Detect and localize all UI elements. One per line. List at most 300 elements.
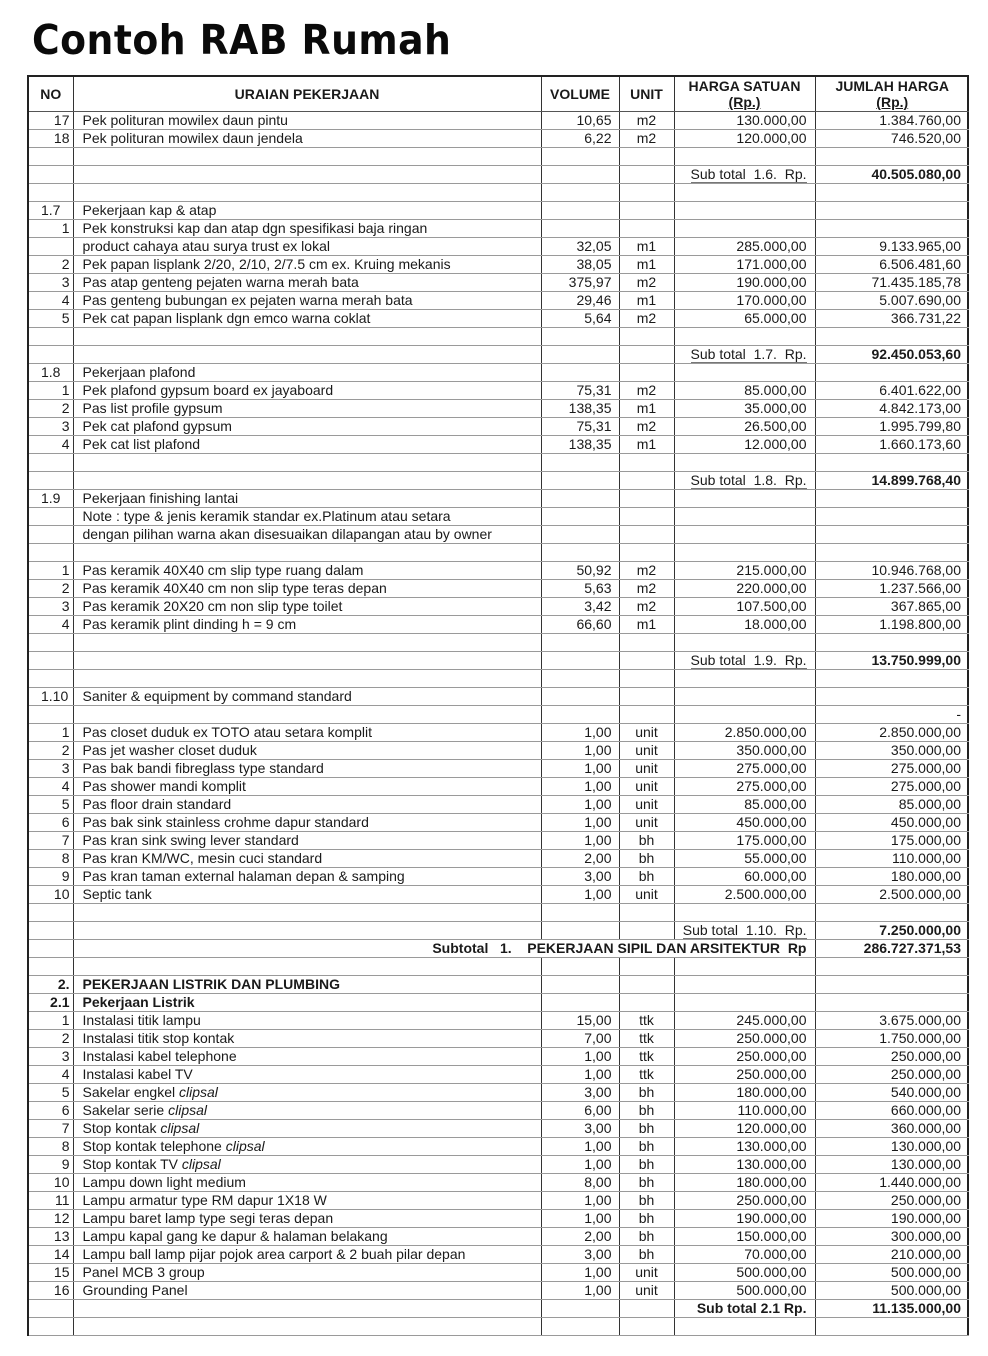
- subtotal-row: [29, 1300, 969, 1318]
- item-description-text: Pas kran taman external halaman depan & samping: [82, 868, 405, 884]
- empty-cell: [541, 148, 619, 166]
- item-volume: 138,35: [541, 400, 619, 418]
- item-number: 16: [29, 1282, 73, 1300]
- section-title: Pekerjaan Listrik: [73, 994, 541, 1012]
- item-unit-price: 275.000,00: [674, 778, 815, 796]
- item-total-price: [815, 220, 969, 238]
- empty-cell: [29, 634, 73, 652]
- blank-row: [29, 544, 969, 562]
- item-unit-price: 130.000,00: [674, 1156, 815, 1174]
- empty-cell: [674, 634, 815, 652]
- section-header-row: [29, 976, 969, 994]
- item-unit: unit: [619, 760, 674, 778]
- empty-cell: [674, 544, 815, 562]
- item-unit-price: 130.000,00: [674, 1138, 815, 1156]
- empty-cell: [541, 166, 619, 184]
- section-header-row: [29, 994, 969, 1012]
- item-number: 2: [29, 580, 73, 598]
- item-description-text: Pas list profile gypsum: [82, 400, 223, 416]
- empty-cell: [619, 490, 674, 508]
- item-unit: unit: [619, 742, 674, 760]
- item-unit: unit: [619, 796, 674, 814]
- item-description-text: Instalasi kabel telephone: [82, 1048, 237, 1064]
- item-total-price: 9.133.965,00: [815, 238, 969, 256]
- empty-cell: [619, 148, 674, 166]
- empty-cell: [73, 634, 541, 652]
- item-unit-price: 220.000,00: [674, 580, 815, 598]
- item-number: 7: [29, 832, 73, 850]
- subtotal-label-text: Sub total 2.1 Rp.: [696, 1300, 807, 1316]
- table-row: [29, 886, 969, 904]
- item-description-text: product cahaya atau surya trust ex lokal: [82, 238, 330, 254]
- item-description-text: Instalasi titik stop kontak: [82, 1030, 235, 1046]
- item-unit: unit: [619, 1282, 674, 1300]
- item-total-price: 190.000,00: [815, 1210, 969, 1228]
- item-unit-price: 180.000,00: [674, 1084, 815, 1102]
- empty-cell: [73, 1318, 541, 1336]
- subtotal-row: [29, 346, 969, 364]
- section-number: 1.10: [29, 688, 73, 706]
- item-volume: 7,00: [541, 1030, 619, 1048]
- empty-cell: [29, 1318, 73, 1336]
- item-description: [73, 1048, 541, 1066]
- item-brand-text: clipsal: [160, 1120, 200, 1136]
- empty-cell: [619, 670, 674, 688]
- item-number: 6: [29, 1102, 73, 1120]
- item-description-text: Pas kran KM/WC, mesin cuci standard: [82, 850, 323, 866]
- empty-cell: [815, 904, 969, 922]
- subtotal-row: [29, 166, 969, 184]
- empty-cell: [674, 670, 815, 688]
- item-description: [73, 814, 541, 832]
- item-description-text: Septic tank: [82, 886, 152, 902]
- item-unit-price: 250.000,00: [674, 1030, 815, 1048]
- empty-cell: [674, 904, 815, 922]
- item-unit: [619, 220, 674, 238]
- empty-cell: [73, 652, 541, 670]
- item-number: 2: [29, 1030, 73, 1048]
- item-total-price: 180.000,00: [815, 868, 969, 886]
- empty-cell: [619, 454, 674, 472]
- item-description: [73, 1210, 541, 1228]
- empty-cell: [674, 688, 815, 706]
- subtotal-label: [674, 346, 815, 364]
- empty-cell: [541, 1318, 619, 1336]
- item-brand-text: clipsal: [179, 1084, 218, 1100]
- empty-cell: [815, 1318, 969, 1336]
- note-row: [29, 526, 969, 544]
- item-volume: 10,65: [541, 112, 619, 130]
- item-unit: unit: [619, 814, 674, 832]
- item-volume: 3,00: [541, 868, 619, 886]
- item-description-text: Lampu ball lamp pijar pojok area carport & 2 buah pilar depan: [82, 1246, 466, 1262]
- empty-cell: [73, 328, 541, 346]
- table-row: [29, 868, 969, 886]
- item-unit: bh: [619, 1120, 674, 1138]
- section-number: 1.8: [29, 364, 73, 382]
- item-description-text: Stop kontak TV: [82, 1156, 182, 1172]
- section-title: PEKERJAAN LISTRIK DAN PLUMBING: [73, 976, 541, 994]
- empty-cell: [815, 364, 969, 382]
- item-description: [73, 1066, 541, 1084]
- empty-cell: [815, 454, 969, 472]
- empty-cell: [73, 346, 541, 364]
- empty-cell: [541, 544, 619, 562]
- item-description-text: Pas keramik 40X40 cm slip type ruang dalam: [82, 562, 364, 578]
- item-unit-price: 250.000,00: [674, 1066, 815, 1084]
- item-number: 4: [29, 292, 73, 310]
- item-unit: m2: [619, 112, 674, 130]
- item-unit-price: 175.000,00: [674, 832, 815, 850]
- section-title: Pekerjaan finishing lantai: [73, 490, 541, 508]
- empty-cell: [619, 652, 674, 670]
- empty-cell: [674, 1318, 815, 1336]
- item-total-price: 1.384.760,00: [815, 112, 969, 130]
- table-row: [29, 238, 969, 256]
- item-number: 9: [29, 868, 73, 886]
- empty-cell: [73, 958, 541, 976]
- item-unit: m2: [619, 598, 674, 616]
- item-number: 2: [29, 400, 73, 418]
- item-unit: m2: [619, 310, 674, 328]
- blank-row: [29, 958, 969, 976]
- item-volume: 1,00: [541, 886, 619, 904]
- item-description: [73, 1282, 541, 1300]
- item-total-price: 4.842.173,00: [815, 400, 969, 418]
- item-volume: 3,00: [541, 1084, 619, 1102]
- column-header-unit: UNIT: [619, 77, 674, 112]
- table-row: [29, 562, 969, 580]
- empty-cell: [29, 544, 73, 562]
- table-row: [29, 1264, 969, 1282]
- item-description: [73, 400, 541, 418]
- empty-cell: [815, 328, 969, 346]
- item-unit: m1: [619, 400, 674, 418]
- item-description: [73, 1084, 541, 1102]
- item-description: [73, 1156, 541, 1174]
- item-unit-price: 55.000,00: [674, 850, 815, 868]
- empty-cell: [541, 364, 619, 382]
- item-number: 12: [29, 1210, 73, 1228]
- item-unit: ttk: [619, 1048, 674, 1066]
- item-unit: m1: [619, 292, 674, 310]
- item-number: 3: [29, 760, 73, 778]
- item-volume: 38,05: [541, 256, 619, 274]
- empty-cell: [541, 1300, 619, 1318]
- item-description: [73, 1264, 541, 1282]
- subtotal-label-text: Sub total 1.8. Rp.: [690, 472, 807, 488]
- empty-cell: [674, 526, 815, 544]
- empty-cell: [815, 976, 969, 994]
- empty-cell: [541, 328, 619, 346]
- table-row: [29, 760, 969, 778]
- item-unit: m2: [619, 130, 674, 148]
- empty-cell: [619, 904, 674, 922]
- item-unit-price: 107.500,00: [674, 598, 815, 616]
- item-volume: 1,00: [541, 1048, 619, 1066]
- empty-cell: [815, 634, 969, 652]
- item-description-text: Lampu armatur type RM dapur 1X18 W: [82, 1192, 327, 1208]
- blank-row: [29, 454, 969, 472]
- empty-cell: [619, 202, 674, 220]
- item-total-price: 1.750.000,00: [815, 1030, 969, 1048]
- item-volume: 8,00: [541, 1174, 619, 1192]
- table-row: [29, 796, 969, 814]
- item-unit-price: 171.000,00: [674, 256, 815, 274]
- unit-price-label: HARGA SATUAN: [688, 78, 801, 94]
- item-total-price: 1.440.000,00: [815, 1174, 969, 1192]
- subtotal-label-text: Sub total 1.7. Rp.: [690, 346, 807, 362]
- item-description-text: Pek cat plafond gypsum: [82, 418, 232, 434]
- subtotal-value: 11.135.000,00: [815, 1300, 969, 1318]
- empty-cell: [73, 544, 541, 562]
- item-description: [73, 796, 541, 814]
- item-number: 4: [29, 778, 73, 796]
- empty-cell: [541, 454, 619, 472]
- table-row: [29, 112, 969, 130]
- empty-cell: [815, 670, 969, 688]
- item-description: [73, 616, 541, 634]
- item-unit: m1: [619, 616, 674, 634]
- table-row: [29, 1192, 969, 1210]
- item-description-text: Instalasi titik lampu: [82, 1012, 201, 1028]
- empty-cell: [29, 184, 73, 202]
- item-number: 1: [29, 220, 73, 238]
- item-description: [73, 724, 541, 742]
- item-total-price: 300.000,00: [815, 1228, 969, 1246]
- table-row: [29, 274, 969, 292]
- table-row: [29, 616, 969, 634]
- item-total-price: 250.000,00: [815, 1066, 969, 1084]
- empty-cell: [29, 904, 73, 922]
- item-number: 10: [29, 886, 73, 904]
- item-unit-price: 130.000,00: [674, 112, 815, 130]
- item-total-price: 1.198.800,00: [815, 616, 969, 634]
- total-price-label: JUMLAH HARGA: [835, 78, 950, 94]
- table-row: [29, 400, 969, 418]
- item-number: 11: [29, 1192, 73, 1210]
- table-row: [29, 1156, 969, 1174]
- item-description-text: Lampu down light medium: [82, 1174, 246, 1190]
- empty-cell: [815, 544, 969, 562]
- item-description-text: Pas genteng bubungan ex pejaten warna merah bata: [82, 292, 413, 308]
- item-total-price: 250.000,00: [815, 1192, 969, 1210]
- item-number: 8: [29, 850, 73, 868]
- item-unit: m2: [619, 580, 674, 598]
- grand-subtotal-label: [73, 940, 815, 958]
- section-header-row: [29, 202, 969, 220]
- empty-cell: [674, 508, 815, 526]
- item-unit-price: 12.000,00: [674, 436, 815, 454]
- table-row: [29, 310, 969, 328]
- table-row: [29, 292, 969, 310]
- subtotal-value: 92.450.053,60: [815, 346, 969, 364]
- item-unit-price: 190.000,00: [674, 1210, 815, 1228]
- empty-cell: [674, 958, 815, 976]
- item-description-text: Panel MCB 3 group: [82, 1264, 205, 1280]
- item-unit-price: 215.000,00: [674, 562, 815, 580]
- item-total-price: 500.000,00: [815, 1282, 969, 1300]
- item-unit-price: 120.000,00: [674, 1120, 815, 1138]
- empty-cell: [541, 184, 619, 202]
- empty-cell: [674, 454, 815, 472]
- empty-cell: [541, 526, 619, 544]
- item-unit: ttk: [619, 1066, 674, 1084]
- table-row: [29, 418, 969, 436]
- item-description-text: Lampu baret lamp type segi teras depan: [82, 1210, 334, 1226]
- item-description-text: Pas bak bandi fibreglass type standard: [82, 760, 324, 776]
- item-total-price: 275.000,00: [815, 778, 969, 796]
- rab-table-container: [27, 75, 969, 1336]
- empty-cell: [73, 454, 541, 472]
- item-volume: 5,63: [541, 580, 619, 598]
- empty-cell: [73, 904, 541, 922]
- item-description-text: Pek polituran mowilex daun pintu: [82, 112, 288, 128]
- item-unit-price: 110.000,00: [674, 1102, 815, 1120]
- item-brand-text: clipsal: [181, 1156, 221, 1172]
- item-unit-price: 285.000,00: [674, 238, 815, 256]
- item-unit: m2: [619, 382, 674, 400]
- item-volume: 75,31: [541, 382, 619, 400]
- item-unit: bh: [619, 1156, 674, 1174]
- item-number: 4: [29, 436, 73, 454]
- item-unit-price: 275.000,00: [674, 760, 815, 778]
- grand-subtotal-label-text: Subtotal 1. PEKERJAAN SIPIL DAN ARSITEKTUR Rp: [432, 940, 807, 956]
- item-unit: bh: [619, 1192, 674, 1210]
- item-description: [73, 868, 541, 886]
- empty-cell: [29, 328, 73, 346]
- item-total-price: 85.000,00: [815, 796, 969, 814]
- item-description: [73, 1138, 541, 1156]
- empty-cell: [541, 490, 619, 508]
- item-unit-price: [674, 220, 815, 238]
- item-description-text: Pek konstruksi kap dan atap dgn spesifikasi baja ringan: [82, 220, 428, 236]
- grand-subtotal-value: 286.727.371,53: [815, 940, 969, 958]
- item-description: [73, 1246, 541, 1264]
- item-total-price: 500.000,00: [815, 1264, 969, 1282]
- item-description: [73, 1102, 541, 1120]
- item-unit: ttk: [619, 1012, 674, 1030]
- empty-cell: [73, 670, 541, 688]
- empty-cell: [619, 958, 674, 976]
- item-description: [73, 850, 541, 868]
- item-unit-price: 26.500,00: [674, 418, 815, 436]
- item-total-price: 1.237.566,00: [815, 580, 969, 598]
- item-description-text: Pas bak sink stainless crohme dapur standard: [82, 814, 369, 830]
- item-description-text: Sakelar serie: [82, 1102, 169, 1118]
- item-total-price: 130.000,00: [815, 1156, 969, 1174]
- item-number: 8: [29, 1138, 73, 1156]
- item-unit-price: 85.000,00: [674, 382, 815, 400]
- item-unit-price: 250.000,00: [674, 1048, 815, 1066]
- item-brand-text: clipsal: [168, 1102, 207, 1118]
- item-volume: 2,00: [541, 850, 619, 868]
- column-header-volume: VOLUME: [541, 77, 619, 112]
- item-number: 1: [29, 724, 73, 742]
- table-row: [29, 1138, 969, 1156]
- item-description: [73, 130, 541, 148]
- item-volume: 1,00: [541, 1138, 619, 1156]
- empty-cell: [541, 634, 619, 652]
- item-number: 13: [29, 1228, 73, 1246]
- item-unit: bh: [619, 832, 674, 850]
- table-row: [29, 220, 969, 238]
- note-text: Note : type & jenis keramik standar ex.Platinum atau setara: [73, 508, 541, 526]
- subtotal-value: 13.750.999,00: [815, 652, 969, 670]
- subtotal-value: 14.899.768,40: [815, 472, 969, 490]
- empty-cell: [541, 976, 619, 994]
- item-description: [73, 580, 541, 598]
- item-unit-price: 120.000,00: [674, 130, 815, 148]
- section-title: Saniter & equipment by command standard: [73, 688, 541, 706]
- empty-cell: [619, 922, 674, 940]
- item-unit: m2: [619, 562, 674, 580]
- item-number: 5: [29, 1084, 73, 1102]
- item-volume: 6,22: [541, 130, 619, 148]
- section-number: 2.1: [29, 994, 73, 1012]
- table-header-row: [29, 77, 969, 112]
- item-number: 9: [29, 1156, 73, 1174]
- empty-cell: [674, 148, 815, 166]
- item-total-price: 360.000,00: [815, 1120, 969, 1138]
- item-total-price: 540.000,00: [815, 1084, 969, 1102]
- subtotal-label-text: Sub total 1.10. Rp.: [682, 922, 807, 938]
- item-volume: 1,00: [541, 1264, 619, 1282]
- item-description: [73, 274, 541, 292]
- item-total-price: 130.000,00: [815, 1138, 969, 1156]
- item-unit: bh: [619, 1246, 674, 1264]
- table-row: [29, 724, 969, 742]
- item-number: 4: [29, 616, 73, 634]
- item-description: [73, 562, 541, 580]
- item-description-text: Pek cat papan lisplank dgn emco warna coklat: [82, 310, 371, 326]
- blank-row: [29, 184, 969, 202]
- item-description-text: Stop kontak telephone: [82, 1138, 226, 1154]
- item-description-text: Pas atap genteng pejaten warna merah bata: [82, 274, 359, 290]
- empty-cell: [619, 544, 674, 562]
- item-number: 18: [29, 130, 73, 148]
- empty-cell: [619, 346, 674, 364]
- table-row: [29, 1228, 969, 1246]
- blank-row: [29, 1318, 969, 1336]
- item-description: [73, 220, 541, 238]
- item-volume: 1,00: [541, 742, 619, 760]
- item-description-text: Pek polituran mowilex daun jendela: [82, 130, 303, 146]
- table-row: [29, 580, 969, 598]
- empty-cell: [73, 1300, 541, 1318]
- item-volume: 66,60: [541, 616, 619, 634]
- item-unit-price: 2.850.000,00: [674, 724, 815, 742]
- empty-cell: [619, 1318, 674, 1336]
- empty-cell: [29, 652, 73, 670]
- item-number: 5: [29, 310, 73, 328]
- empty-cell: [815, 958, 969, 976]
- subtotal-label: [674, 1300, 815, 1318]
- item-description-text: Pas kran sink swing lever standard: [82, 832, 299, 848]
- section-header-row: [29, 364, 969, 382]
- item-volume: [541, 706, 619, 724]
- table-row: [29, 1066, 969, 1084]
- item-volume: 29,46: [541, 292, 619, 310]
- column-header-description: URAIAN PEKERJAAN: [73, 77, 541, 112]
- item-total-price: 367.865,00: [815, 598, 969, 616]
- empty-cell: [619, 634, 674, 652]
- empty-cell: [619, 364, 674, 382]
- item-number: 3: [29, 598, 73, 616]
- empty-cell: [815, 184, 969, 202]
- table-row: [29, 130, 969, 148]
- empty-cell: [29, 922, 73, 940]
